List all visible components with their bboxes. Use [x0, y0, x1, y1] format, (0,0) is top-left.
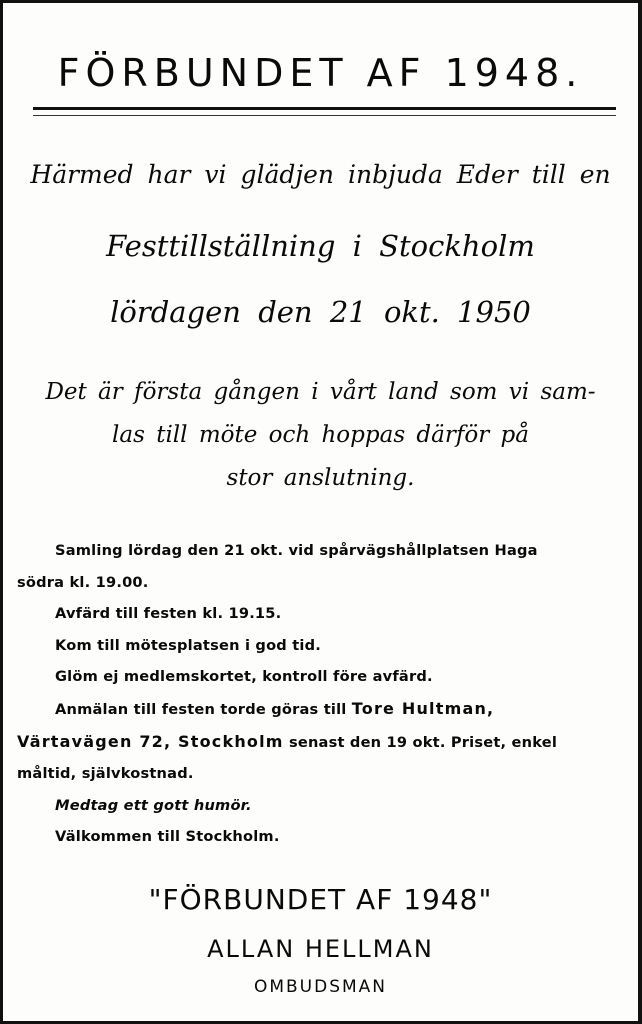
event-date: lördagen den 21 okt. 1950 [110, 295, 531, 329]
detail-line: Välkommen till Stockholm. [55, 828, 280, 846]
invitation-paragraph [3, 371, 638, 500]
title-divider [33, 107, 616, 110]
signature-org: "FÖRBUNDET AF 1948" [148, 883, 493, 916]
paragraph-line: stor anslutning. [226, 465, 415, 491]
detail-line: Medtag ett gott humör. [55, 796, 252, 814]
title-divider-thin [33, 115, 616, 116]
detail-line: Avfärd till festen kl. 19.15. [55, 605, 282, 623]
contact-name: Tore Hultman, [351, 698, 495, 718]
detail-line: Samling lördag den 21 okt. vid spårvägshållplatsen Haga [55, 542, 538, 559]
invitation-intro: Härmed har vi glädjen inbjuda Eder till en [30, 160, 611, 189]
event-name: Festtillställning i Stockholm [106, 229, 535, 263]
detail-line-address [17, 726, 624, 759]
detail-line: Kom till mötesplatsen i god tid. [55, 636, 322, 654]
registration-text: Anmälan till festen torde göras till [55, 700, 352, 718]
detail-line-registration [17, 693, 624, 726]
signature-name: ALLAN HELLMAN [207, 935, 434, 963]
detail-line: Glöm ej medlemskortet, kontroll före avfärd. [55, 668, 433, 686]
paragraph-line: las till möte och hoppas därför på [112, 422, 529, 448]
deadline-text: senast den 19 okt. Priset, enkel [283, 733, 558, 751]
detail-line: måltid, självkostnad. [17, 765, 194, 783]
page-title: FÖRBUNDET AF 1948. [57, 51, 584, 95]
contact-address: Värtavägen 72, Stockholm [17, 731, 284, 751]
detail-line: södra kl. 19.00. [17, 573, 149, 591]
signature-role: OMBUDSMAN [253, 977, 388, 997]
paragraph-line: Det är första gången i vårt land som vi sam- [45, 379, 596, 405]
event-details [17, 535, 624, 853]
